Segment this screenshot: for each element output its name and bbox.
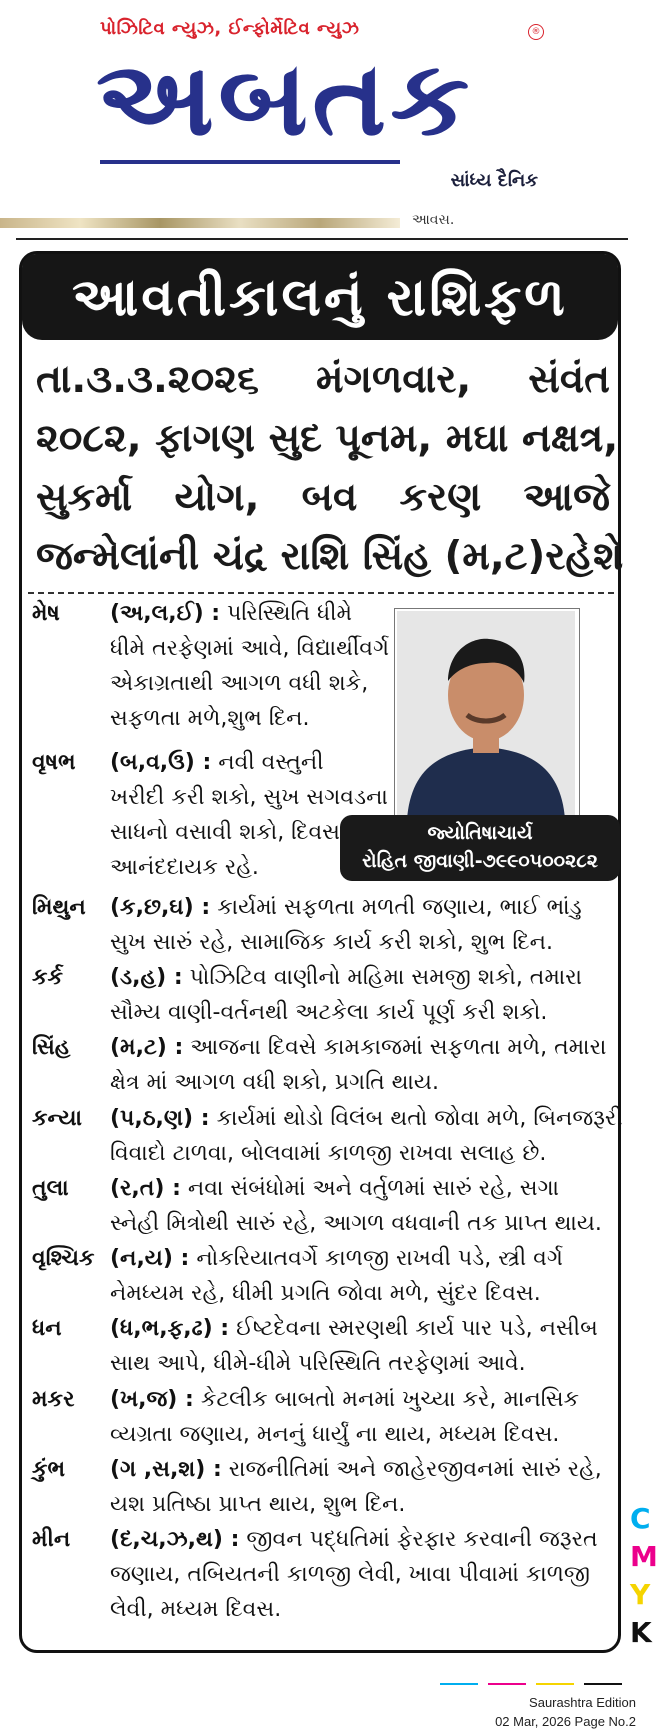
prediction-text: ઈષ્ટદેવના સ્મરણથી કાર્ય પાર પડે, નસીબ [236, 1316, 598, 1341]
sign-name: મકર [32, 1387, 75, 1412]
cmyk-letter: Y [630, 1578, 651, 1611]
sign-name: કુંભ [32, 1457, 66, 1482]
prediction-text: પોઝિટિવ વાણીનો મહિમા સમજી શકો, તમારા [189, 965, 583, 990]
prediction-line: વિવાદો ટાળવા, બોલવામાં કાળજી રાખવા સલાહ છે. [110, 1141, 547, 1166]
reg-line-cyan [440, 1683, 478, 1685]
astrologer-name-phone: રોહિત જીવાણી-૭૯૯૦૫૦૦૨૮૨ [362, 850, 598, 872]
sign-letters: (ધ,ભ,ફ,ઢ) : [110, 1316, 230, 1341]
tagline: પોઝિટિવ ન્યુઝ, ઈન્ફોર્મેટિવ ન્યુઝ [100, 18, 360, 39]
horoscope-entry-kark [32, 960, 582, 1030]
sign-letters: (બ,વ,ઉ) : [110, 750, 212, 775]
prediction-line: એકાગ્રતાથી આગળ વધી શકે, [110, 671, 369, 696]
horoscope-entry-kanya [32, 1101, 623, 1171]
prediction-text: જીવન પદ્ધતિમાં ફેરફાર કરવાની જરૂરત [246, 1527, 598, 1552]
sign-letters: (ખ,જ) : [110, 1387, 194, 1412]
sign-letters: (દ,ચ,ઝ,થ) : [110, 1527, 240, 1552]
sign-name: કર્ક [32, 965, 64, 990]
prediction-text: કાર્યમાં સફળતા મળતી જણાય, ભાઈ ભાંડુ [217, 895, 582, 920]
sign-letters: (ક,છ,ઘ) : [110, 895, 211, 920]
sign-name: વૃષભ [32, 750, 76, 775]
intro-line: ૨૦૮૨, ફાગણ સુદ પૂનમ, મઘા નક્ષત્ર, [36, 416, 619, 461]
sign-name: મેષ [32, 601, 60, 626]
prediction-line: નેમધ્યમ રહે, ધીમી પ્રગતિ જોવા મળે, સુંદર દિવસ. [110, 1281, 541, 1306]
prediction-line: ખરીદી કરી શકો, સુખ સગવડના [110, 785, 388, 810]
horoscope-entry-vrushabh [32, 745, 388, 885]
cmyk-color-bar [630, 1500, 658, 1652]
reg-line-yellow [536, 1683, 574, 1685]
reg-line-black [584, 1683, 622, 1685]
sign-name: મિથુન [32, 895, 86, 920]
prediction-line: સ્નેહી મિત્રોથી સારું રહે, આગળ વધવાની તક પ્રાપ્ત થાય. [110, 1211, 602, 1236]
horoscope-entry-mithun [32, 890, 582, 960]
horoscope-entry-vrushchik [32, 1241, 563, 1311]
prediction-line: ધીમે તરફેણમાં આવે, વિદ્યાર્થીવર્ગ [110, 636, 390, 661]
masthead [0, 0, 646, 200]
sign-letters: (પ,ઠ,ણ) : [110, 1106, 210, 1131]
cmyk-letter: C [630, 1502, 651, 1535]
prediction-line: ક્ષેત્ર માં આગળ વધી શકો, પ્રગતિ થાય. [110, 1070, 439, 1095]
horoscope-entry-dhan [32, 1311, 598, 1381]
sign-letters: (ર,ત) : [110, 1176, 181, 1201]
prediction-line: વ્યગ્રતા જણાય, મનનું ધાર્યું ના થાય, મધ્યમ દિવસ. [110, 1422, 560, 1447]
sign-name: સિંહ [32, 1035, 71, 1060]
sign-name: મીન [32, 1527, 71, 1552]
newspaper-logo: અબતક [96, 39, 474, 159]
article-title: આવતીકાલનું રાશિફળ [72, 268, 568, 328]
portrait-icon [397, 611, 575, 819]
prediction-text: આજના દિવસે કામકાજમાં સફળતા મળે, તમારા [190, 1035, 607, 1060]
cmyk-letter: K [630, 1616, 652, 1649]
prediction-text: રાજનીતિમાં અને જાહેરજીવનમાં સારું રહે, [228, 1457, 602, 1482]
prediction-text: પરિસ્થિતિ ધીમે [227, 601, 353, 626]
sign-name: કન્યા [32, 1106, 82, 1131]
prediction-line: સુખ સારું રહે, સામાજિક કાર્ય કરી શકો, શુભ દિન. [110, 930, 553, 955]
sign-letters: (ડ,હ) : [110, 965, 183, 990]
sign-letters: (ગ ,સ,શ) : [110, 1457, 222, 1482]
prediction-line: સાધનો વસાવી શકો, દિવસ [110, 820, 340, 845]
prediction-line: લેવી, મધ્યમ દિવસ. [110, 1597, 282, 1622]
horoscope-entry-makar [32, 1382, 579, 1452]
edition-word: સાંધ્ય દૈનિક [450, 170, 538, 191]
sign-name: ધન [32, 1316, 62, 1341]
cmyk-letter: M [630, 1540, 658, 1573]
prediction-line: જણાય, તબિયતની કાળજી લેવી, ખાવા પીવામાં કાળજી [110, 1562, 590, 1587]
logo-underline [100, 160, 400, 164]
astrologer-title: જ્યોતિષાચાર્ય [427, 822, 533, 844]
registered-mark-icon: ® [528, 24, 544, 40]
sign-letters: (અ,લ,ઈ) : [110, 601, 221, 626]
astrologer-photo [397, 611, 575, 819]
prediction-text: નવા સંબંધોમાં અને વર્તુળમાં સારું રહે, સગા [187, 1176, 560, 1201]
sign-letters: (ન,ય) : [110, 1246, 190, 1271]
prediction-line: સાથ આપે, ધીમે-ધીમે પરિસ્થિતિ તરફેણમાં આવે. [110, 1351, 526, 1376]
intro-line: જન્મેલાંની ચંદ્ર રાશિ સિંહ (મ,ટ)રહેશે [36, 534, 624, 579]
prediction-line: સફળતા મળે,શુભ દિન. [110, 706, 310, 731]
sign-letters: (મ,ટ) : [110, 1035, 184, 1060]
prediction-text: કાર્યમાં થોડો વિલંબ થતો જોવા મળે, બિનજરૂરી [216, 1106, 623, 1131]
horoscope-entry-meen [32, 1522, 598, 1627]
clipped-text: આવસ. [412, 212, 455, 228]
dashed-divider [28, 592, 614, 594]
prediction-line: આનંદદાયક રહે. [110, 855, 259, 880]
horoscope-entry-mesh [32, 596, 389, 736]
horoscope-entry-kumbh [32, 1452, 602, 1522]
prediction-line: યશ પ્રતિષ્ઠા પ્રાપ્ત થાય, શુભ દિન. [110, 1492, 406, 1517]
prediction-text: નવી વસ્તુની [218, 750, 324, 775]
sign-name: વૃશ્ચિક [32, 1246, 95, 1271]
intro-line: સુકર્મા યોગ, બવ કરણ આજે [36, 475, 610, 520]
horoscope-entry-tula [32, 1171, 602, 1241]
prediction-text: કેટલીક બાબતો મનમાં ખુચ્યા કરે, માનસિક [200, 1387, 580, 1412]
sign-name: તુલા [32, 1176, 69, 1201]
footer-date: 02 Mar, 2026 Page No.2 [495, 1714, 636, 1729]
intro-line: તા.૩.૩.૨૦૨૬ મંગળવાર, સંવંત [36, 357, 610, 402]
registration-lines [440, 1683, 640, 1686]
prediction-text: નોકરિયાતવર્ગે કાળજી રાખવી પડે, સ્ત્રી વર્ગ [196, 1246, 563, 1271]
photo-strip [0, 218, 400, 228]
reg-line-magenta [488, 1683, 526, 1685]
prediction-line: સૌમ્ય વાણી-વર્તનથી અટકેલા કાર્ય પૂર્ણ કરી શકો. [110, 1000, 548, 1025]
article-intro [36, 350, 624, 586]
horoscope-entry-sinh [32, 1030, 606, 1100]
footer-edition: Saurashtra Edition [529, 1695, 636, 1710]
top-divider [16, 238, 628, 240]
